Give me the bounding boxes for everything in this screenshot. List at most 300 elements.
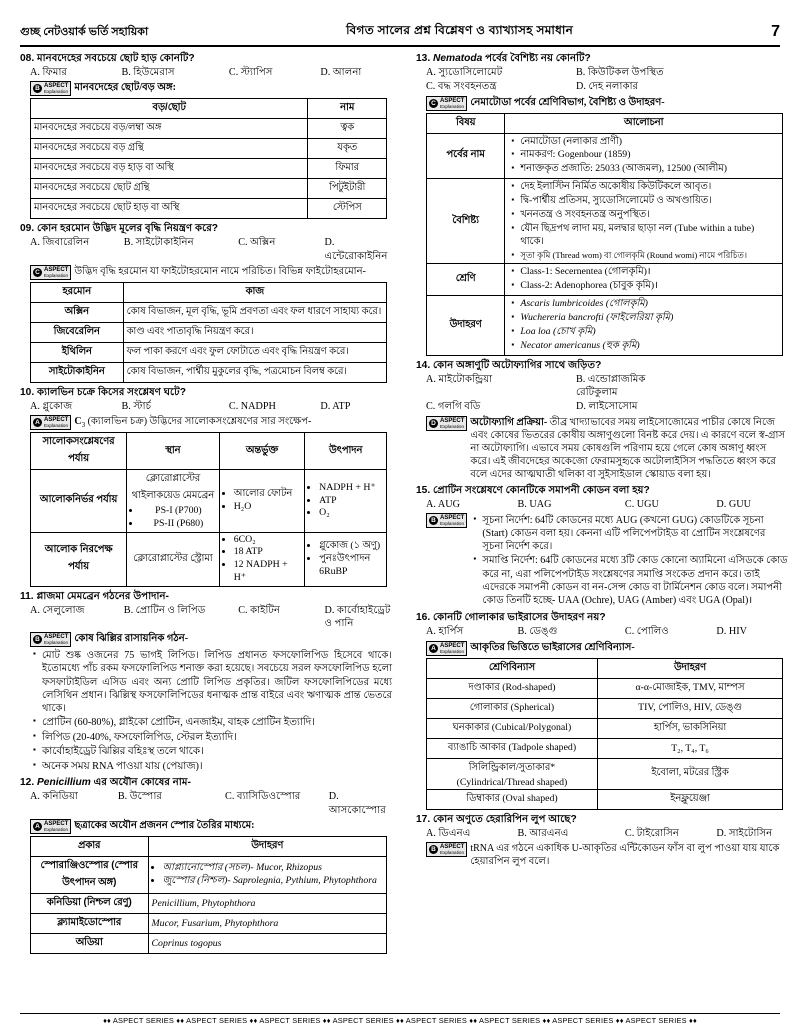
question-17-text: 17. কোন অণুতে হেরারিপিন লুপ আছে?	[416, 813, 577, 825]
cell-function: কোষ বিভাজন, মূল বৃদ্ধি, ভূমি প্রবণতা এবং ফল ধারণে সাহায্য করে।	[123, 302, 387, 322]
table-row	[427, 678, 783, 698]
cell-hormone: জিবেরেলিন	[31, 322, 124, 342]
list-item: ▪ দেহ ইলাস্টিন নির্মিত অকোষীয় কিউটিকলে আবৃত।	[520, 181, 779, 194]
option-b[interactable]: B. প্রোটিন ও লিপিড	[123, 604, 206, 616]
col-size: বড়/ছোট	[31, 99, 308, 119]
page-footer: ♦♦ ASPECT SERIES ♦♦ ASPECT SERIES ♦♦ ASPECT SERIES ♦♦ ASPECT SERIES ♦♦ ASPECT SERIES ♦♦ ASPECT SERIES ♦♦ ASPECT SERIES ♦♦ ASPECT SERIES ♦♦	[20, 1013, 780, 1025]
question-14-text: 14. কোন অঙ্গাণুটি অটোফ্যাগির সাথে জড়িত?	[416, 359, 602, 371]
option-a[interactable]: A. AUG	[426, 498, 460, 510]
list-item: • PS-II (P680)	[141, 518, 216, 531]
cell-name: ফিমার	[308, 159, 387, 179]
badge-text: ASPECT Explanation	[44, 266, 69, 278]
badge-subtext: Explanation	[440, 520, 465, 526]
question-10-text: 10. ক্যালভিন চক্রে কিসের সংশ্লেষণ ঘটে?	[20, 386, 186, 398]
question-17-options	[426, 827, 788, 840]
option-a[interactable]: A. মাইটোকন্ড্রিয়া	[426, 373, 493, 385]
question-08-options	[30, 66, 392, 79]
aspect-explanation-badge	[426, 513, 467, 528]
right-column	[416, 52, 788, 957]
table-row	[31, 139, 387, 159]
option-a[interactable]: A. হার্পিস	[426, 626, 464, 638]
cell-classification: ডিম্বাকার (Oval shaped)	[427, 789, 598, 809]
explanation-16	[426, 641, 788, 656]
header-left-title: গুচ্ছ নেটওয়ার্ক ভর্তি সহায়িকা	[20, 25, 149, 38]
badge-subtext: Explanation	[44, 826, 69, 832]
question-09-text: 09. কোন হরমোন উদ্ভিদ মূলের বৃদ্ধি নিয়ন্ত্রণ করে?	[20, 223, 219, 235]
cell-example: α-α-মোজাইক, TMV, মাম্পস	[597, 678, 782, 698]
aspect-explanation-badge	[426, 842, 467, 857]
badge-text: ASPECT Explanation	[440, 97, 465, 109]
question-09-options	[30, 236, 392, 263]
includes-list	[223, 534, 301, 585]
cell-hormone: ইথিলিন	[31, 342, 124, 362]
question-14-options-2	[426, 400, 788, 413]
question-17	[416, 813, 788, 868]
option-c[interactable]: C. কাইটিন	[238, 604, 281, 616]
cell-classification: দণ্ডাকার (Rod-shaped)	[427, 678, 598, 698]
cell-type: স্পোরাঞ্জিওস্পোর (স্পোর উৎপাদন অঙ্গ)	[31, 856, 149, 893]
option-b[interactable]: B. উস্পোর	[117, 791, 163, 803]
badge-subtext: Explanation	[440, 103, 465, 109]
list-item: • 18 ATP	[234, 546, 301, 559]
table-row	[31, 856, 387, 893]
badge-text: ASPECT Explanation	[440, 642, 465, 654]
list-item: ▪ Class-1: Secernentea (গোলকৃমি)।	[520, 266, 779, 279]
answer-letter-icon: A	[33, 418, 42, 427]
answer-letter-icon: B	[33, 635, 42, 644]
aspect-explanation-badge	[30, 415, 71, 430]
table-row	[31, 159, 387, 179]
discussion-list	[508, 266, 779, 293]
table-fungi-spores	[30, 836, 387, 954]
aspect-explanation-badge	[426, 416, 467, 431]
cell-discussion	[505, 179, 783, 264]
col-topic: বিষয়	[427, 113, 505, 133]
cell-classification: ঘনকাকার (Cubical/Polygonal)	[427, 718, 598, 738]
table-row	[427, 698, 783, 718]
question-10-options	[30, 400, 392, 413]
option-d[interactable]: D. দেহ নলাকার	[576, 81, 639, 93]
table-row	[31, 322, 387, 342]
explanation-10-text: (ক্যালভিন চক্র) উদ্ভিদের সালোকসংশ্লেষণের সার সংক্ষেপ-	[85, 416, 312, 428]
list-item: ▪ সূচনা নির্দেশ: 64টি কোডনের মধ্যে AUG (কখনো GUG) কোডটিকে সূচনা (Start) কোডন বলা হয়। কেননা এটি পলিপেপটাইড বা প্রোটিন সংশ্লেষণের সূচনা নির্দেশ করে।	[482, 514, 788, 554]
cell-size: মানবদেহের সবচেয়ে বড় হাড় বা অস্থি	[31, 159, 308, 179]
table-row	[427, 758, 783, 789]
option-a[interactable]: A. সেলুলোজ	[30, 604, 85, 616]
aspect-explanation-badge	[426, 641, 467, 656]
list-item: • পুনঃউৎপাদন 6RuBP	[319, 553, 383, 578]
explanation-14-title: অটোফ্যাগি প্রক্রিয়া-	[470, 416, 548, 428]
explanation-09-text: উদ্ভিদ বৃদ্ধি হরমোন যা ফাইটোহরমোন নামে পরিচিত। বিভিন্ন ফাইটোহরমোন-	[74, 265, 366, 277]
cell-type: অডিয়া	[31, 933, 149, 953]
table-row	[427, 133, 783, 179]
cell-example: হার্পিস, ভাকসিনিয়া	[597, 718, 782, 738]
cell-size: মানবদেহের সবচেয়ে ছোট গ্রন্থি	[31, 179, 308, 199]
question-11-options	[30, 604, 392, 631]
explanation-15	[426, 513, 788, 608]
answer-letter-icon: A	[429, 644, 438, 653]
option-d[interactable]: D. এন্টেরোকাইনিন	[324, 237, 388, 262]
aspect-explanation-badge	[30, 265, 71, 280]
table-virus-shapes	[426, 658, 783, 810]
table-header-row	[31, 433, 387, 470]
cell-phase: আলোকনির্ভর পর্যায়	[31, 470, 127, 532]
option-b[interactable]: B. সাইটোকাইনিন	[123, 237, 194, 249]
col-function: কাজ	[123, 282, 387, 302]
cell-discussion	[505, 133, 783, 179]
two-column-body	[20, 52, 788, 957]
answer-letter-icon: B	[33, 84, 42, 93]
cell-products	[305, 470, 387, 532]
aspect-explanation-badge	[426, 96, 467, 111]
table-header-row	[427, 113, 783, 133]
table-hormones	[30, 282, 387, 383]
list-item: • NADPH + H⁺	[319, 482, 383, 495]
list-item: ▪ Loa loa (চোখ কৃমি)	[520, 326, 779, 339]
question-15-options	[426, 498, 788, 511]
option-a[interactable]: A. কনিডিয়া	[30, 791, 78, 803]
col-discussion: আলোচনা	[505, 113, 783, 133]
badge-subtext: Explanation	[44, 272, 69, 278]
cell-topic: বৈশিষ্ট্য	[427, 179, 505, 264]
option-a[interactable]: A. জিবারেলিন	[30, 237, 90, 249]
list-item: • 6CO₂	[234, 534, 301, 547]
question-13-rest: পর্বের বৈশিষ্ট্য নয় কোনটি?	[485, 53, 591, 64]
option-c[interactable]: C. গলগি বডি	[426, 401, 481, 413]
option-b[interactable]: B. ডেঙ্গু	[517, 626, 558, 638]
list-item: • 12 NADPH + H⁺	[234, 559, 301, 584]
question-08	[20, 52, 392, 219]
option-a[interactable]: A. ফিমার	[30, 67, 68, 79]
cell-example: Penicillium, Phytophthora	[148, 893, 387, 913]
option-b[interactable]: B. আরএনএ	[517, 827, 569, 839]
question-12-text: 12. Penicillium এর অযৌন কোষের নাম-	[20, 777, 191, 789]
list-item: ▪ যৌন ছিদ্রপথ লাদা ময়, মলদ্বার ছাড়া নল (Tube within a tube) থাকে।	[520, 223, 779, 249]
table-row	[427, 179, 783, 264]
explanation-11	[30, 632, 392, 647]
explanation-12	[30, 819, 392, 834]
option-d[interactable]: D. লাইসোসোম	[576, 401, 638, 413]
option-b[interactable]: B. স্টার্চ	[121, 400, 152, 412]
cell-size: মানবদেহের সবচেয়ে বড় গ্রন্থি	[31, 139, 308, 159]
question-12	[20, 776, 392, 954]
option-a[interactable]: A. গ্লুকোজ	[30, 400, 73, 412]
option-c[interactable]: C. টাইরোসিন	[624, 827, 679, 839]
table-row	[31, 893, 387, 913]
cell-phase: আলোক নিরপেক্ষ পর্যায়	[31, 532, 127, 586]
cell-location	[127, 470, 220, 532]
list-item: ▪ নেমাটোডা (নলাকার প্রাণী)	[520, 136, 779, 149]
col-location: স্থান	[127, 433, 220, 470]
discussion-list	[508, 181, 779, 261]
badge-text: ASPECT Explanation	[440, 843, 465, 855]
option-d[interactable]: D. HIV	[716, 626, 747, 638]
question-16-options	[426, 625, 788, 638]
table-row	[31, 362, 387, 382]
option-d[interactable]: D. আসকোস্পোর	[328, 791, 386, 816]
cell-topic: শ্রেণি	[427, 264, 505, 296]
table-row	[427, 789, 783, 809]
cell-function: কোষ বিভাজন, পার্শ্বীয় মুকুলের বৃদ্ধি, পত্রমোচন বিলম্ব করে।	[123, 362, 387, 382]
list-item: • H₂O	[234, 501, 301, 514]
option-a[interactable]: A. ডিএনএ	[426, 827, 471, 839]
cell-classification: ব্যাঙাচি আকার (Tadpole shaped)	[427, 738, 598, 758]
option-c[interactable]: C. স্ট্যাপিস	[228, 67, 273, 79]
table-row	[427, 738, 783, 758]
table-row	[31, 199, 387, 219]
list-item: ▪ কার্বোহাইড্রেট ঝিল্লির বহিঃস্থ তলে থাকে।	[42, 745, 392, 759]
explanation-08	[30, 81, 392, 96]
badge-subtext: Explanation	[44, 423, 69, 429]
option-b[interactable]: B. কিউটিকল উপস্থিত	[576, 67, 664, 79]
page-number: 7	[771, 23, 780, 40]
answer-letter-icon: B	[429, 516, 438, 525]
explanation-11-bullets	[30, 716, 392, 773]
option-d[interactable]: D. কার্বোহাইড্রেট ও পানি	[324, 604, 391, 629]
list-item: ▪ সমাপ্তি নির্দেশ: 64টি কোডনের মধ্যে 3টি কোড কোনো অ্যামিনো এসিডকে কোড করে না, এরা পলিপেপটাইড সংশ্লেষণের সমাপ্তি সংকেত প্রদান করে। তাই এদেরকে সমাপনী কোডন বা নন-সেন্স কোড বা টার্মিনেশন কোড বলে। সমাপনী কোড তিনটি হচ্ছে- UAA (Ochre), UAG (Amber) এবং UGA (Opal)।	[482, 554, 788, 607]
question-11	[20, 590, 392, 774]
option-c[interactable]: C. UGU	[624, 498, 659, 510]
option-c[interactable]: C. পোলিও	[624, 626, 669, 638]
cell-example: Mucor, Fusarium, Phytophthora	[148, 913, 387, 933]
cell-name: ত্বক	[308, 119, 387, 139]
table-row	[31, 470, 387, 532]
question-12-options	[30, 790, 392, 817]
badge-text: ASPECT Explanation	[44, 83, 69, 95]
cell-hormone: সাইটোকাইনিন	[31, 362, 124, 382]
explanation-14	[426, 416, 788, 481]
badge-subtext: Explanation	[440, 423, 465, 429]
table-photosynthesis	[30, 432, 387, 586]
answer-letter-icon: C	[33, 268, 42, 277]
table-row	[31, 933, 387, 953]
badge-subtext: Explanation	[440, 648, 465, 654]
includes-list	[223, 488, 301, 513]
cell-example: T₂, T₄, T₆	[597, 738, 782, 758]
option-c[interactable]: C. অক্সিন	[238, 237, 276, 249]
explanation-17-text: tRNA এর গঠনে একাধিক U-আকৃতির এন্টিকোডন ফাঁস বা লুপ পাওয়া যায় যাকে হেয়ারপিন লুপ বলে।	[470, 842, 780, 867]
option-d[interactable]: D. আলনা	[320, 67, 362, 79]
cell-type: কনিডিয়া (নিশ্চল রেণু)	[31, 893, 149, 913]
list-item: ▪ খননতন্ত্র ও সংবহনতন্ত্র অনুপস্থিত।	[520, 209, 779, 222]
question-16-text: 16. কোনটি গোলাকার ভাইরাসের উদাহরণ নয়?	[416, 612, 606, 624]
products-list	[308, 540, 383, 578]
paragraph: ▪ মোট শুষ্ক ওজনের 75 ভাগই লিপিড। লিপিড প্রধানত ফসফোলিপিড হিসেবে থাকে। ইতোমধ্যে পাঁচ রকম ফসফোলিপিড শনাক্ত করা হয়েছে। সবচেয়ে সরল ফসফোলিপিড হলো ফসফাটাইডিল এসিড এবং অন্য প্রোটি লিপিড প্রকৃতির। জটিল ফসফোলিপিডের মধ্যে লেসিথিন প্রধান। ঝিল্লিস্থ ফসফোলিপিডের ধনাত্মক প্রান্ত বাইরে এবং ঋণাত্মক প্রান্ত ভেতরে থাকে।	[42, 649, 392, 715]
question-15	[416, 484, 788, 609]
aspect-explanation-badge	[30, 81, 71, 96]
option-a[interactable]: A. স্যুডোসিলোমেট	[426, 67, 503, 79]
page-header	[20, 22, 780, 47]
option-c[interactable]: C. NADPH	[228, 400, 276, 412]
table-row	[31, 179, 387, 199]
cell-products	[305, 532, 387, 586]
list-item: ▪ দ্বি-পার্শ্বীয় প্রতিসম, স্যুডোসিলোমেট ও অখণ্ডায়িত।	[520, 195, 779, 208]
table-header-row	[427, 658, 783, 678]
option-d[interactable]: D. GUU	[716, 498, 751, 510]
cell-size: মানবদেহের সবচেয়ে বড়/লম্বা অঙ্গ	[31, 119, 308, 139]
cell-classification: সিলিন্ড্রিকাল/সুতাকার* (Cylindrical/Thread shaped)	[427, 758, 598, 789]
option-b[interactable]: B. UAG	[517, 498, 552, 510]
example-list	[152, 862, 384, 887]
col-example: উদাহরণ	[148, 836, 387, 856]
answer-letter-icon: B	[429, 845, 438, 854]
explanation-11-paragraph-list	[30, 649, 392, 715]
aspect-explanation-badge	[30, 632, 71, 647]
table-row	[31, 532, 387, 586]
question-14	[416, 359, 788, 481]
explanation-15-bullets	[470, 514, 788, 607]
question-12-rest: এর অযৌন কোষের নাম-	[93, 777, 191, 789]
explanation-12-title: ছত্রাকের অযৌন প্রজনন স্পোর তৈরির মাধ্যমে:	[74, 819, 255, 831]
explanation-15-body	[470, 513, 788, 608]
col-example: উদাহরণ	[597, 658, 782, 678]
cell-function: কাণ্ড এবং পাতাবৃদ্ধি নিয়ন্ত্রণ করে।	[123, 322, 387, 342]
question-10	[20, 386, 392, 587]
explanation-13	[426, 96, 788, 111]
explanation-17	[426, 842, 788, 868]
col-products: উৎপাদন	[305, 433, 387, 470]
cell-name: যকৃত	[308, 139, 387, 159]
list-item: ▪ Class-2: Adenophorea (চাবুক কৃমি)।	[520, 280, 779, 293]
badge-subtext: Explanation	[440, 849, 465, 855]
cell-topic: উদাহরণ	[427, 296, 505, 356]
cell-example: ইবোলা, মটরের স্ট্রিক	[597, 758, 782, 789]
list-item: • গ্লুকোজ (১ অণু)	[319, 540, 383, 553]
table-row	[427, 296, 783, 356]
question-09	[20, 222, 392, 383]
question-13-options-2	[426, 80, 788, 93]
question-14-options	[426, 373, 788, 400]
cell-discussion	[505, 264, 783, 296]
option-c[interactable]: C. ব্যাসিডিওস্পোর	[225, 791, 301, 803]
list-item: • O₂	[319, 507, 383, 520]
list-item: • ATP	[319, 495, 383, 508]
list-item: ▪ লিপিড (20-40%, ফসফোলিপিড, স্টেরল ইত্যাদি।	[42, 731, 392, 745]
cell-function: ফল পাকা করণে এবং ফুল ফোটাতে এবং বৃদ্ধি নিয়ন্ত্রণ করে।	[123, 342, 387, 362]
table-body-parts	[30, 98, 387, 219]
badge-text: ASPECT Explanation	[440, 417, 465, 429]
list-item: ▪ Necator americanus (হুক কৃমি)	[520, 340, 779, 353]
left-column	[20, 52, 392, 957]
question-13-options	[426, 66, 788, 79]
list-item: • আলোর ফোটন	[234, 488, 301, 501]
question-13-text: 13. Nematoda পর্বের বৈশিষ্ট্য নয় কোনটি?	[416, 53, 591, 64]
discussion-list	[508, 298, 779, 353]
question-16	[416, 611, 788, 809]
col-phase: সালোকসংশ্লেষণের পর্যায়	[31, 433, 127, 470]
list-item: • PS-I (P700)	[141, 505, 216, 518]
question-13	[416, 52, 788, 356]
explanation-14-text: তীব্র খাদ্যাভাবের সময় লাইসোজোমের পাচীর কোষে নিজে এবং কোষের ভিতরের কোষীয় অঙ্গাণুগুলো বিনষ্ট করে দেয়। এ কারণে বলে স্ব-গ্রাস না অটোফ্যাগি। এভাবে সময় কোষগুলি পরিণাম হয়ে গেলে কোষ অঙ্গাণু ধ্বংস করে। এই জীবদেহের অকেজো ফেরামসুহৃকে অটোলাইসিস পদ্ধতিতে ধ্বংস করে বলে এদের আত্মঘাতী থলিকা বা সুইসাইডাল স্কোয়াড বলা হয়।	[470, 416, 786, 480]
explanation-10	[30, 415, 392, 430]
list-item: • আপ্ল্যানোস্পোর (সচল)- Mucor, Rhizopus	[163, 862, 384, 875]
option-c[interactable]: C. বদ্ধ সংবহনতন্ত্র	[426, 81, 497, 93]
cell-location-text: ক্লোরোপ্লাস্টের থাইলাকয়েড মেমব্রেন	[131, 473, 215, 502]
cell-classification: গোলাকার (Spherical)	[427, 698, 598, 718]
answer-letter-icon: C	[429, 99, 438, 108]
table-row	[31, 302, 387, 322]
explanation-16-title: আকৃতির ভিত্তিতে ভাইরাসের শ্রেণিবিন্যাস-	[470, 641, 635, 653]
question-13-italic-term: Nematoda	[433, 53, 483, 64]
col-classification: শ্রেণিবিন্যাস	[427, 658, 598, 678]
cell-example: TIV, পোলিও, HIV, ডেঙ্গু	[597, 698, 782, 718]
cell-example: Coprinus togopus	[148, 933, 387, 953]
cell-type: ক্ল্যামাইডোস্পোর	[31, 913, 149, 933]
col-hormone: হরমোন	[31, 282, 124, 302]
cell-includes	[219, 470, 304, 532]
table-row	[31, 342, 387, 362]
question-12-italic-term: Penicillium	[37, 777, 91, 789]
table-row	[427, 264, 783, 296]
cell-location-list	[130, 505, 216, 530]
badge-subtext: Explanation	[44, 89, 69, 95]
list-item: ▪ Wuchereria bancrofti (ফাইলেরিয়া কৃমি)	[520, 312, 779, 325]
table-header-row	[31, 282, 387, 302]
badge-text: ASPECT Explanation	[44, 417, 69, 429]
exp-formula-base: C	[74, 416, 82, 428]
exp-formula-sub: 3	[81, 421, 86, 430]
option-b[interactable]: B. হিউমেরাস	[121, 67, 175, 79]
list-item: • জুস্পোর (নিশ্চল)- Saprolegnia, Pythium, Phytophthora	[163, 875, 384, 888]
question-15-text: 15. প্রোটিন সংশ্লেষণে কোনটিকে সমাপনী কোডন বলা হয়?	[416, 484, 650, 496]
table-row	[31, 119, 387, 139]
cell-name: পিটুইটারী	[308, 179, 387, 199]
list-item: ▪ সূতা কৃমি (Thread wom) বা গোলকৃমি (Round womi) নামে পরিচিত।	[520, 250, 779, 261]
badge-subtext: Explanation	[44, 640, 69, 646]
table-row	[427, 718, 783, 738]
list-item: ▪ প্রোটিন (60-80%), গ্লাইকো প্রোটিন, এনজাইম, বাহক প্রোটিন ইত্যাদি।	[42, 716, 392, 730]
question-08-text: 08. মানবদেহের সবচেয়ে ছোট হাড় কোনটি?	[20, 53, 195, 64]
col-type: প্রকার	[31, 836, 149, 856]
explanation-13-title: নেমাটোডা পর্বের শ্রেণিবিভাগ, বৈশিষ্ট্য ও উদাহরণ-	[470, 96, 665, 108]
discussion-list	[508, 136, 779, 177]
cell-size: মানবদেহের সবচেয়ে ছোট হাড় বা অস্থি	[31, 199, 308, 219]
cell-hormone: অক্সিন	[31, 302, 124, 322]
badge-text: ASPECT Explanation	[44, 634, 69, 646]
col-includes: অন্তর্ভুক্ত	[219, 433, 304, 470]
list-item: ▪ অনেক সময় RNA পাওয়া যায় (পেয়াজ)।	[42, 760, 392, 774]
cell-includes	[219, 532, 304, 586]
option-b[interactable]: B. এন্ডোপ্লাজমিক রেটিকুলাম	[576, 373, 646, 399]
cell-example	[148, 856, 387, 893]
cell-discussion	[505, 296, 783, 356]
badge-text: ASPECT Explanation	[440, 514, 465, 526]
table-header-row	[31, 99, 387, 119]
header-center-title: বিগত সালের প্রশ্ন বিশ্লেষণ ও ব্যাখ্যাসহ সমাধান	[346, 23, 574, 37]
explanation-09	[30, 265, 392, 280]
col-name: নাম	[308, 99, 387, 119]
list-item: ▪ Ascaris lumbricoides (গোলকৃমি)	[520, 298, 779, 311]
products-list	[308, 482, 383, 520]
aspect-explanation-badge	[30, 819, 71, 834]
cell-topic: পর্বের নাম	[427, 133, 505, 179]
question-11-text: 11. প্লাজমা মেমব্রেন গঠনের উপাদান-	[20, 590, 169, 602]
answer-letter-icon: A	[33, 822, 42, 831]
explanation-08-title: মানবদেহের ছোট/বড় অঙ্গ:	[74, 82, 176, 94]
badge-text: ASPECT Explanation	[44, 820, 69, 832]
list-item: ▪ নামকরণ: Gogenbour (1859)	[520, 149, 779, 162]
table-nematoda	[426, 113, 783, 356]
list-item: ▪ শনাক্তকৃত প্রজাতি: 25033 (আজমল), 12500 (আলীম)	[520, 163, 779, 176]
option-d[interactable]: D. ATP	[320, 400, 351, 412]
cell-name: স্টেপিস	[308, 199, 387, 219]
table-row	[31, 913, 387, 933]
explanation-11-title: কোষ ঝিল্লির রাসায়নিক গঠন-	[74, 633, 189, 645]
answer-letter-icon: D	[429, 419, 438, 428]
cell-location: ক্লোরোপ্লাস্টের স্ট্রোমা	[127, 532, 220, 586]
table-header-row	[31, 836, 387, 856]
option-d[interactable]: D. সাইটোসিন	[716, 827, 773, 839]
